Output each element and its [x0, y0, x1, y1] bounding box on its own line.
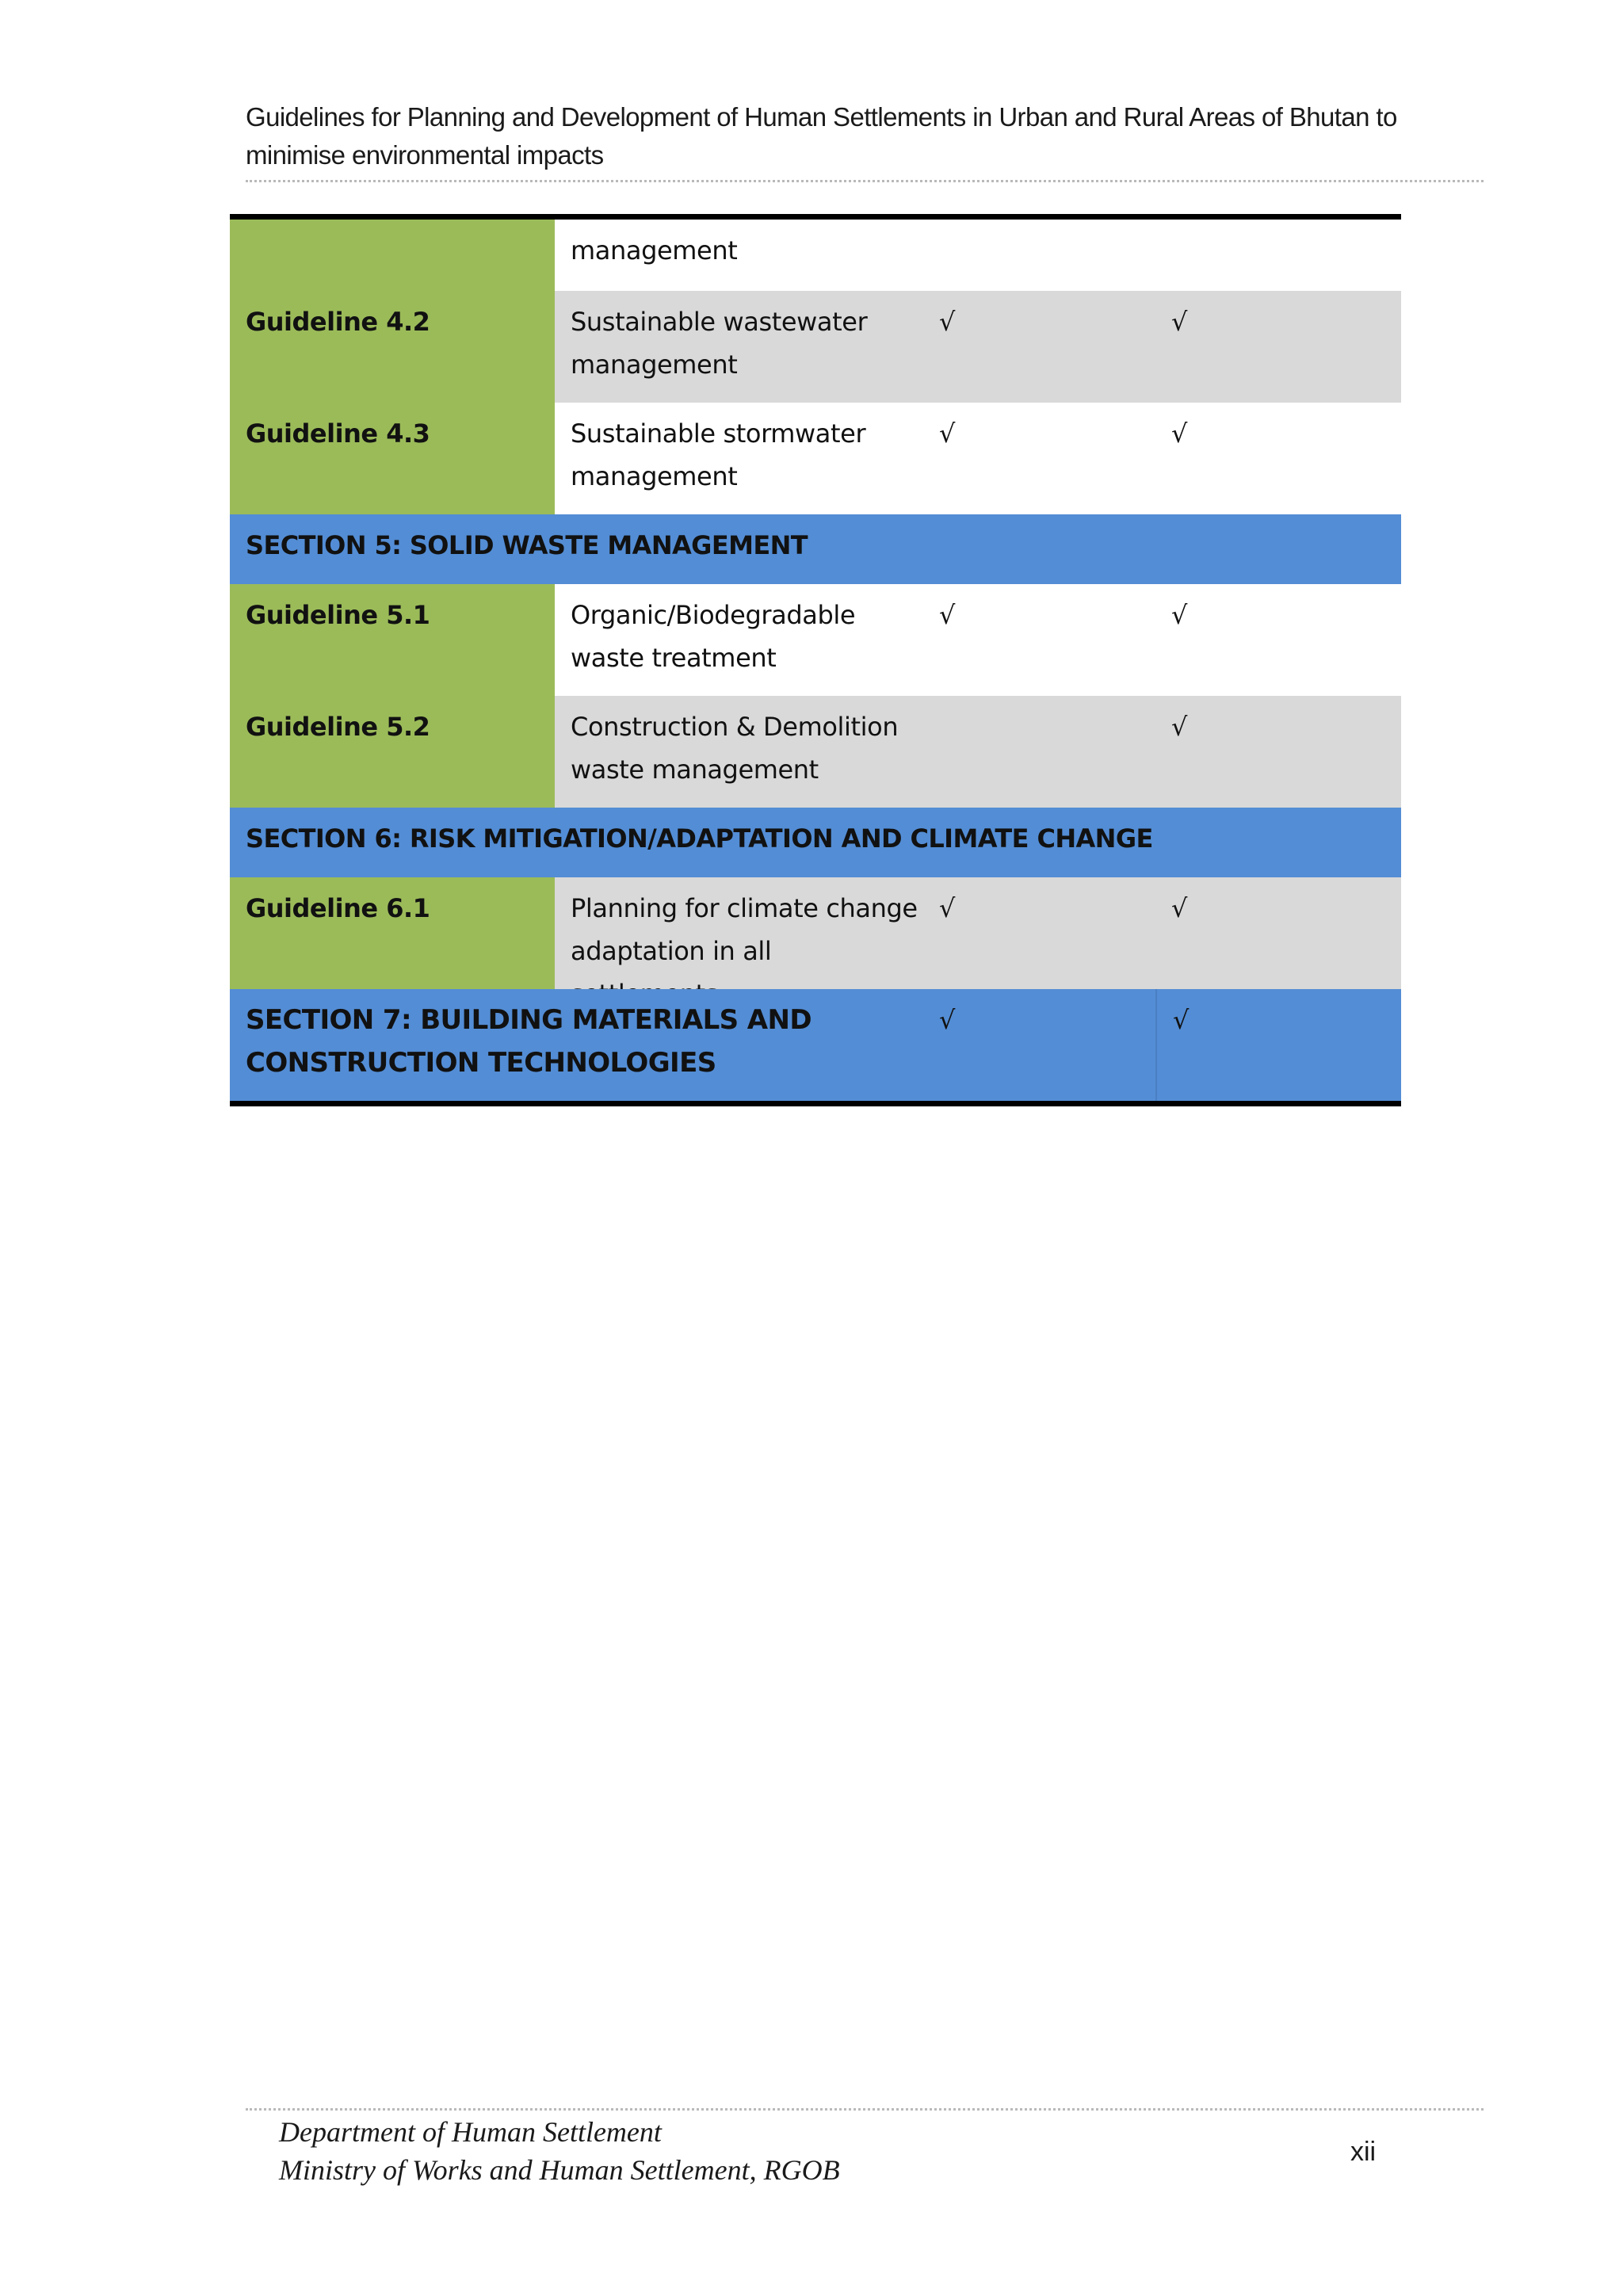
guidelines-table — [230, 214, 1401, 1106]
check-cell-b — [1155, 696, 1401, 808]
section-title: SECTION 5: SOLID WASTE MANAGEMENT — [246, 530, 808, 560]
section-row-7 — [230, 989, 1401, 1101]
check-mark: √ — [939, 600, 956, 630]
check-cell-b — [1155, 403, 1401, 514]
check-cell-a — [923, 877, 1155, 989]
description-line: Construction & Demolition — [571, 712, 899, 742]
check-cell-b — [1155, 291, 1401, 403]
check-mark: √ — [1171, 418, 1188, 449]
description-cell — [555, 291, 923, 403]
check-mark: √ — [1171, 307, 1188, 337]
description-line: adaptation in all — [571, 936, 772, 966]
check-cell-a — [923, 696, 1155, 808]
guideline-cell: Guideline 4.3 — [230, 403, 555, 514]
description-line: waste management — [571, 755, 819, 785]
header-dotted-rule — [246, 180, 1484, 182]
table-row-guideline-5-2 — [230, 696, 1401, 808]
description-line: management — [571, 235, 738, 266]
section-title-line: CONSTRUCTION TECHNOLOGIES — [246, 1047, 716, 1079]
guideline-cell — [230, 220, 555, 291]
table-row-guideline-5-1 — [230, 584, 1401, 696]
section-row-6 — [230, 808, 1401, 877]
check-mark: √ — [1171, 600, 1188, 630]
check-mark: √ — [939, 1005, 955, 1035]
footer-dotted-rule — [246, 2108, 1484, 2111]
table-row-guideline-4-3 — [230, 403, 1401, 514]
footer-ministry: Ministry of Works and Human Settlement, RGOB — [279, 2154, 840, 2186]
check-cell-b — [1155, 989, 1401, 1101]
guideline-cell: Guideline 5.1 — [230, 584, 555, 696]
description-line: management — [571, 461, 738, 491]
table-row-continued — [230, 220, 1401, 291]
description-cell — [555, 877, 923, 989]
description-line: Planning for climate change — [571, 893, 918, 923]
check-cell-b — [1155, 584, 1401, 696]
check-mark: √ — [939, 893, 956, 923]
footer — [279, 2113, 840, 2189]
header-line-2: minimise environmental impacts — [246, 140, 604, 170]
description-line: waste treatment — [571, 643, 777, 673]
running-header — [246, 98, 1482, 174]
check-mark: √ — [939, 307, 956, 337]
description-line: Organic/Biodegradable — [571, 600, 856, 630]
guideline-cell: Guideline 6.1 — [230, 877, 555, 989]
check-cell-b — [1155, 220, 1401, 291]
check-mark: √ — [1171, 712, 1188, 742]
description-cell — [555, 696, 923, 808]
section-title — [230, 989, 923, 1101]
description-line: Sustainable wastewater — [571, 307, 868, 337]
header-line-1: Guidelines for Planning and Development of Human Settlements in Urban and Rural Areas of Bhutan to — [246, 102, 1397, 132]
footer-department: Department of Human Settlement — [279, 2116, 662, 2148]
section-row-5 — [230, 514, 1401, 584]
check-mark: √ — [1173, 1005, 1189, 1035]
check-cell-b — [1155, 877, 1401, 989]
description-cell — [555, 403, 923, 514]
table-top-rule — [230, 214, 1401, 220]
check-cell-a — [923, 220, 1155, 291]
page-number: xii — [1350, 2137, 1377, 2167]
check-cell-a — [923, 403, 1155, 514]
check-mark: √ — [1171, 893, 1188, 923]
description-cell — [555, 584, 923, 696]
check-mark: √ — [939, 418, 956, 449]
description-line: Sustainable stormwater — [571, 418, 866, 449]
guideline-cell: Guideline 5.2 — [230, 696, 555, 808]
table-row-guideline-6-1 — [230, 877, 1401, 989]
check-cell-a — [923, 584, 1155, 696]
section-title: SECTION 6: RISK MITIGATION/ADAPTATION AND CLIMATE CHANGE — [246, 823, 1153, 854]
table-bottom-rule — [230, 1101, 1401, 1106]
check-cell-a — [923, 989, 1155, 1101]
guideline-cell: Guideline 4.2 — [230, 291, 555, 403]
section-title-line: SECTION 7: BUILDING MATERIALS AND — [246, 1004, 812, 1036]
check-cell-a — [923, 291, 1155, 403]
description-cell — [555, 220, 923, 291]
description-line: management — [571, 350, 738, 380]
table-row-guideline-4-2 — [230, 291, 1401, 403]
